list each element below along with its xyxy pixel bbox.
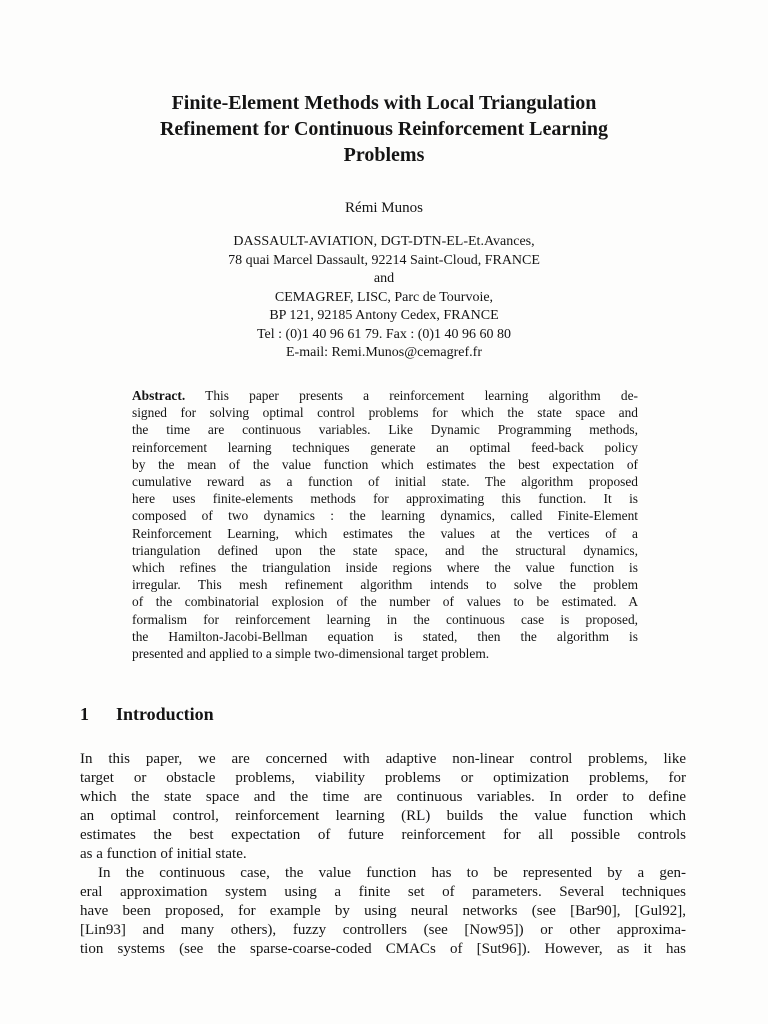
section-number: 1: [80, 704, 89, 724]
abstract-line: the time are continuous variables. Like Dynamic Programming methods,: [132, 422, 638, 438]
affiliation-line: CEMAGREF, LISC, Parc de Tourvoie,: [274, 289, 494, 305]
body-line: which the state space and the time are continuous variables. In order to define: [80, 789, 686, 805]
body-line: an optimal control, reinforcement learning (RL) builds the value function which: [80, 808, 686, 824]
affiliation-block: [0, 233, 768, 363]
body-line: tion systems (see the sparse-coarse-coded CMACs of [Sut96]). However, as it has: [80, 941, 686, 957]
abstract-line: composed of two dynamics : the learning dynamics, called Finite-Element: [132, 508, 638, 524]
abstract-line: irregular. This mesh refinement algorithm intends to solve the problem: [132, 577, 638, 593]
abstract-label: Abstract.: [132, 388, 186, 403]
abstract-line: signed for solving optimal control problems for which the state space and: [132, 405, 638, 421]
body-line: In the continuous case, the value function has to be represented by a gen-: [98, 865, 686, 881]
abstract-line: [132, 387, 638, 404]
abstract-line: of the combinatorial explosion of the number of values to be estimated. A: [132, 594, 638, 610]
abstract-line: triangulation defined upon the state space, and the structural dynamics,: [132, 542, 638, 558]
paper-title: [80, 90, 688, 168]
abstract-line: cumulative reward as a function of initial state. The algorithm proposed: [132, 474, 638, 490]
abstract-line: which refines the triangulation inside regions where the value function is: [132, 560, 638, 576]
affiliation-email: E-mail: Remi.Munos@cemagref.fr: [286, 345, 482, 360]
abstract-line: Reinforcement Learning, which estimates the values at the vertices of a: [132, 525, 638, 541]
abstract-line: here uses finite-elements methods for approximating this function. It is: [132, 491, 638, 507]
body-text: [80, 750, 686, 959]
body-line: In this paper, we are concerned with adaptive non-linear control problems, like: [80, 751, 686, 767]
body-line: estimates the best expectation of future reinforcement for all possible controls: [80, 827, 686, 843]
abstract-text: This paper presents a reinforcement learning algorithm de-: [185, 388, 638, 403]
abstract-line: presented and applied to a simple two-dimensional target problem.: [132, 646, 490, 662]
title-line: Finite-Element Methods with Local Triangulation: [171, 92, 597, 114]
author-name: Rémi Munos: [345, 200, 423, 216]
abstract-line: the Hamilton-Jacobi-Bellman equation is stated, then the algorithm is: [132, 628, 638, 644]
body-line: target or obstacle problems, viability problems or optimization problems, for: [80, 770, 686, 786]
section-heading: [80, 704, 214, 725]
affiliation-line: BP 121, 92185 Antony Cedex, FRANCE: [269, 308, 499, 323]
body-line: [Lin93] and many others), fuzzy controllers (see [Now95]) or other approxima-: [80, 922, 686, 938]
affiliation-line: 78 quai Marcel Dassault, 92214 Saint-Cloud, FRANCE: [228, 252, 540, 268]
affiliation-line: and: [373, 271, 395, 286]
title-line: Refinement for Continuous Reinforcement Learning: [159, 118, 609, 140]
abstract: [132, 387, 638, 662]
body-line: eral approximation system using a finite set of parameters. Several techniques: [80, 884, 686, 900]
body-line: have been proposed, for example by using neural networks (see [Bar90], [Gul92],: [80, 903, 686, 919]
section-title: Introduction: [116, 704, 214, 724]
abstract-line: by the mean of the value function which estimates the best expectation of: [132, 456, 638, 472]
abstract-line: reinforcement learning techniques generate an optimal feed-back policy: [132, 439, 638, 455]
affiliation-line: Tel : (0)1 40 96 61 79. Fax : (0)1 40 96 60 80: [256, 326, 512, 342]
title-line: Problems: [343, 144, 425, 166]
affiliation-line: DASSAULT-AVIATION, DGT-DTN-EL-Et.Avances,: [233, 234, 535, 249]
body-line: as a function of initial state.: [80, 846, 247, 862]
abstract-line: formalism for reinforcement learning in the continuous case is proposed,: [132, 611, 638, 627]
